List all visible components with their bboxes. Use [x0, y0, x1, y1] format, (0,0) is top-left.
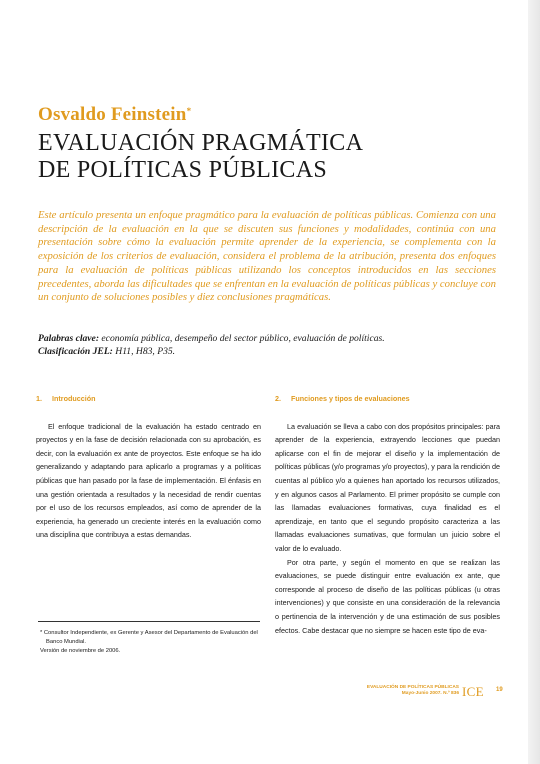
footer-journal-info: [347, 685, 459, 697]
title-line-2: DE POLÍTICAS PÚBLICAS: [38, 157, 327, 183]
footnote-divider: [38, 621, 260, 622]
column-left: [36, 392, 261, 542]
section-1-title: Introducción: [52, 394, 96, 403]
article-title: [38, 130, 498, 184]
column-right: [275, 392, 500, 637]
article-abstract: Este artículo presenta un enfoque pragmático para la evaluación de políticas públicas. Comienza con una descripción de la evaluación en la que se discuten sus funciones y modalidades, continúa con una presentación sobre cómo la evaluación permite aprender de la experiencia, se complementa con la exposición de los criterios de evaluación, considera el problema de la atribución, presenta dos enfoques para la evaluación de políticas públicas utilizando los conceptos introducidos en las secciones precedentes, aborda las dificultades que se enfrentan en la evaluación de políticas públicas y concluye con un conjunto de soluciones posibles y diez conclusiones pragmáticas.: [38, 209, 496, 304]
author-name-text: Osvaldo Feinstein: [38, 104, 187, 125]
title-line-1: EVALUACIÓN PRAGMÁTICA: [38, 130, 364, 156]
footnote-affiliation: * Consultor Independiente, ex Gerente y Asesor del Departamento de Evaluación del Banco Mundial.: [40, 630, 258, 645]
jel-codes: H11, H83, P35.: [115, 346, 176, 357]
section-2-paragraph-2: Por otra parte, y según el momento en que se realizan las evaluaciones, se puede distinguir entre evaluación ex ante, que corresponde al proceso de diseño de las políticas públicas (u otras intervenciones) y que consiste en una consideración de la relevancia o pertinencia de la intervención y de una estimación de sus posibles efectos. Cabe destacar que no siempre se hacen este tipo de eva-: [275, 557, 500, 635]
jel-label: Clasificación JEL:: [38, 346, 113, 357]
section-2-heading: [275, 392, 500, 406]
keywords-line: [38, 332, 496, 345]
page-edge-shadow: [528, 0, 540, 764]
section-2-paragraph-1: La evaluación se lleva a cabo con dos propósitos principales: para aprender de la experiencia, extrayendo lecciones que puedan aplicarse con el fin de mejorar el diseño y la implementación de políticas públicas (y/o programas y/o proyectos), y para la rendición de cuentas al público y/o a quienes han aportado los recursos utilizados, y en algunos casos al Parlamento. El primer propósito se cumple con las llamadas evaluaciones formativas, cuya finalidad es el aprendizaje, en tanto que el segundo propósito caracteriza a las llamadas evaluaciones sumativas, que formulan un juicio sobre el valor de lo evaluado.: [275, 421, 500, 553]
author-name: [38, 104, 191, 126]
footnote-version: Versión de noviembre de 2006.: [40, 648, 121, 655]
section-2-number: 2.: [275, 394, 281, 403]
footer-section-title: EVALUACIÓN DE POLÍTICAS PÚBLICAS: [366, 685, 459, 690]
keywords-block: [38, 332, 496, 358]
section-2-title: Funciones y tipos de evaluaciones: [291, 394, 410, 403]
keywords-label: Palabras clave:: [38, 333, 100, 344]
keywords-text: economía pública, desempeño del sector público, evaluación de políticas.: [101, 333, 385, 344]
page-footer: [347, 685, 517, 701]
section-1-paragraph-1: El enfoque tradicional de la evaluación ha estado centrado en proyectos y en la fase de decisión relacionada con su aprobación, es decir, con la evaluación ex ante de proyectos. Este enfoque se ha ido generalizando y adaptando para aplicarlo a programas y a políticas públicas que han pasado por la fase de implementación. El énfasis en una gestión orientada a resultados y la necesidad de rendir cuentas por el uso de los recursos empleados, así como de aprender de la experiencia, ha generado un creciente interés en la evaluación como una disciplina que contribuya a estas demandas.: [36, 421, 261, 540]
page-number: 19: [496, 687, 503, 693]
journal-logo: ICE: [462, 684, 484, 699]
footnote: [38, 629, 264, 656]
footer-issue: Mayo-Junio 2007. N.º 836: [401, 691, 459, 697]
section-1-heading: [36, 392, 261, 406]
author-footnote-mark: *: [186, 106, 192, 116]
jel-line: [38, 345, 496, 358]
section-1-number: 1.: [36, 394, 42, 403]
